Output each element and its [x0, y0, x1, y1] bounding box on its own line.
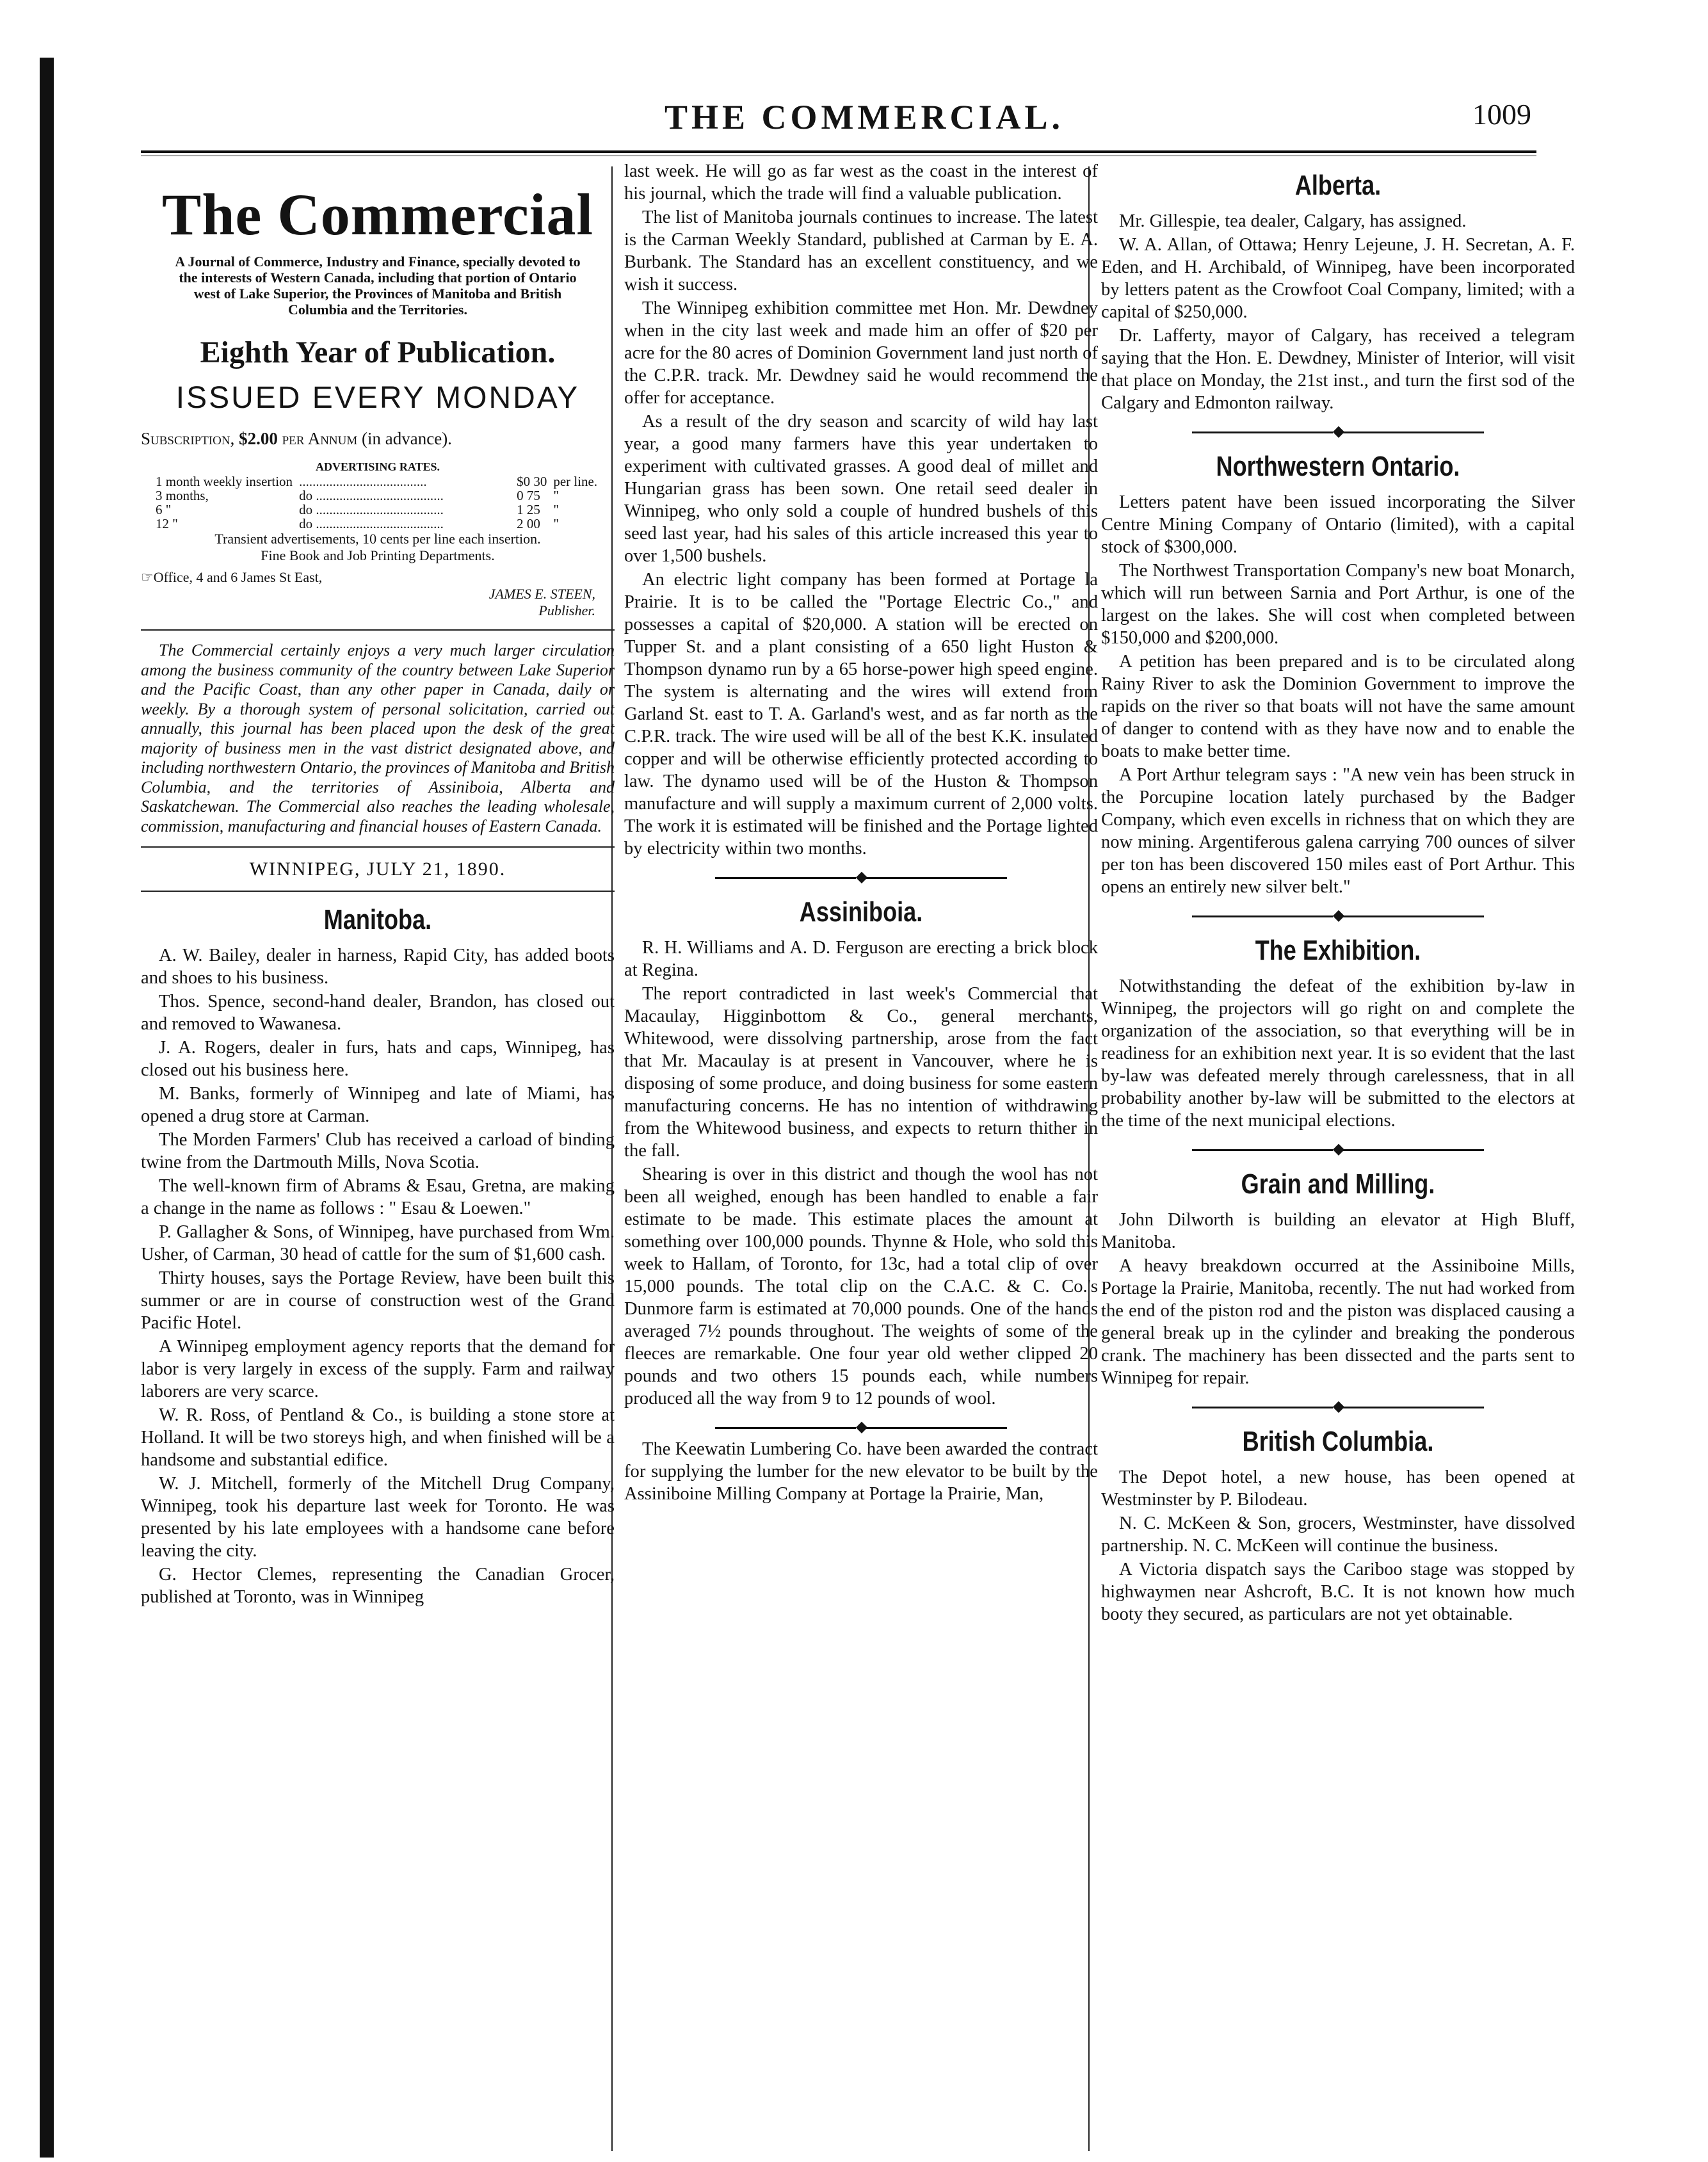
article-paragraph: P. Gallagher & Sons, of Winnipeg, have purchased from Wm. Usher, of Carman, 30 head of cattle for the sum of $1,600 cash. — [141, 1222, 615, 1264]
article-paragraph: As a result of the dry season and scarcity of wild hay last year, a good many farmers have this year undertaken to experiment with cultivated grasses. A good deal of millet and Hungarian grass has been sown. One retail seed dealer in Winnipeg, who only sold a couple of hundred bushels of this seed last year, had his sales of this article increased this year to over 1,500 bushels. — [624, 412, 1098, 566]
article-paragraph: A petition has been prepared and is to be circulated along Rainy River to ask the Dominion Government to improve the rapids on the river so that boats will not have the same amount of danger to contend with as they have now and to enable the boats to make better time. — [1101, 652, 1575, 761]
pointing-hand-icon: ☞ — [141, 569, 154, 585]
article-paragraph: A Victoria dispatch says the Cariboo stage was stopped by highwaymen near Ashcroft, B.C. It is not known how much booty they secured, as particulars are not yet obtainable. — [1101, 1560, 1575, 1624]
article-paragraph: W. A. Allan, of Ottawa; Henry Lejeune, J. H. Secretan, A. F. Eden, and H. Archibald, of Winnipeg, have been incorporated by letters patent as the Crowfoot Coal Company, limited; with a capital of $250,000. — [1101, 235, 1575, 322]
office-address: ☞Office, 4 and 6 James St East, — [141, 569, 323, 585]
article-paragraph: A heavy breakdown occurred at the Assiniboine Mills, Portage la Prairie, Manitoba, recently. The nut had worked from the end of the piston rod and the piston was displaced causing a general break up in the cylinder and breaking the ponderous crank. The machinery has been dissected and the parts sent to Winnipeg for repair. — [1101, 1256, 1575, 1388]
dateline: WINNIPEG, JULY 21, 1890. — [141, 846, 615, 892]
article-paragraph: The Depot hotel, a new house, has been opened at Westminster by P. Bilodeau. — [1101, 1467, 1575, 1510]
eighth-year: Eighth Year of Publication. — [200, 335, 556, 369]
article-paragraph: R. H. Williams and A. D. Ferguson are erecting a brick block at Regina. — [624, 938, 1098, 980]
article-paragraph: G. Hector Clemes, representing the Canadian Grocer, published at Toronto, was in Winnipeg — [141, 1565, 615, 1607]
section-ornament: ◆ — [624, 1417, 1098, 1437]
section-heading-alberta: Alberta. — [1294, 170, 1382, 201]
section-heading-grain-and-milling: Grain and Milling. — [1241, 1168, 1435, 1200]
article-paragraph: Shearing is over in this district and though the wool has not been all weighed, enough has been handled to enable a fair estimate to be made. This estimate places the amount at something over 100,000 pounds. Thynne & Hole, who sold this week to Hallam, of Toronto, for 13c, had a total clip of over 15,000 pounds. The total clip on the C.A.C. & C. Co.'s Dunmore farm is estimated at 70,000 pounds. One of the hands averaged 7½ pounds throughout. The weights of some of the fleeces are remarkable. One four year old wether clipped 20 pounds and two others 15 pounds each, while numbers produced all the way from 9 to 12 pounds of wool. — [624, 1165, 1098, 1408]
advertising-rates-heading: ADVERTISING RATES. — [315, 460, 440, 473]
page-number: 1009 — [1472, 98, 1531, 131]
article-paragraph: The Keewatin Lumbering Co. have been awarded the contract for supplying the lumber for the new elevator to be built by the Assiniboine Milling Company at Portage la Prairie, Man, — [624, 1439, 1098, 1504]
column-3 — [1101, 160, 1575, 2151]
article-paragraph: Mr. Gillespie, tea dealer, Calgary, has assigned. — [1119, 211, 1467, 231]
article-paragraph: The list of Manitoba journals continues to increase. The latest is the Carman Weekly Standard, published at Carman by E. A. Burbank. The Standard has an excellent constituency, and we wish it success. — [624, 207, 1098, 294]
article-paragraph: Thos. Spence, second-hand dealer, Brandon, has closed out and removed to Wawanesa. — [141, 992, 615, 1034]
article-paragraph: A Port Arthur telegram says : "A new vein has been struck in the Porcupine location lately purchased by the Badger Company, which even excells in richness that on which they are now mining. Argentiferous galena carrying 700 ounces of silver per ton has been discovered 150 miles east of Port Arthur. This opens an entirely new silver belt." — [1101, 765, 1575, 897]
rate-row: 6 " do ...................................... 1 25 " — [156, 502, 559, 517]
section-ornament: ◆ — [1101, 906, 1575, 925]
subscription-advance: (in advance). — [362, 429, 452, 448]
publisher-title: Publisher. — [538, 602, 595, 618]
section-ornament: ◆ — [624, 867, 1098, 887]
article-paragraph: W. J. Mitchell, formerly of the Mitchell Drug Company, Winnipeg, took his departure last week for Toronto. He was presented by his late employees with a handsome cane before leaving the city. — [141, 1474, 615, 1561]
issued-every-monday: ISSUED EVERY MONDAY — [175, 381, 580, 415]
masthead-title: The Commercial — [161, 182, 594, 247]
article-paragraph: John Dilworth is building an elevator at High Bluff, Manitoba. — [1101, 1210, 1575, 1252]
header-rule — [141, 150, 1536, 153]
article-paragraph: M. Banks, formerly of Winnipeg and late of Miami, has opened a drug store at Carman. — [141, 1084, 615, 1126]
subscription-label: Subscription, — [141, 429, 235, 448]
section-heading-manitoba: Manitoba. — [323, 904, 432, 935]
rate-row: 1 month weekly insertion ...................................... $0 30 per line. — [156, 474, 598, 489]
column-2 — [624, 160, 1098, 2151]
article-paragraph: The report contradicted in last week's Commercial that Macaulay, Higginbottom & Co., general merchants, Whitewood, were dissolving partnership, arose from the fact that Mr. Macaulay is at present in Vancouver, where he is disposing of some produce, and doing business for some eastern manufacturing concerns. He has no intention of withdrawing from the Whitewood business, and expects to return thither in the fall. — [624, 984, 1098, 1161]
rate-row: 12 " do ...................................... 2 00 " — [156, 516, 559, 531]
publisher-name: JAMES E. STEEN, — [488, 586, 595, 602]
article-paragraph: Notwithstanding the defeat of the exhibition by-law in Winnipeg, the projectors will go right on and complete the organization of the association, so that everything will be in readiness for an exhibition next year. It is so evident that the last by-law was defeated merely through carelessness, that in all probability another by-law will be submitted to the electors at the time of the next municipal elections. — [1101, 976, 1575, 1131]
article-paragraph: J. A. Rogers, dealer in furs, hats and caps, Winnipeg, has closed out his business here. — [141, 1038, 615, 1080]
article-paragraph: Dr. Lafferty, mayor of Calgary, has received a telegram saying that the Hon. E. Dewdney, Minister of Interior, will visit that place on Monday, the 21st inst., and turn the first sod of the Calgary and Edmonton railway. — [1101, 326, 1575, 413]
subscription-line — [141, 428, 615, 450]
circulation-notice: The Commercial certainly enjoys a very much larger circulation among the business community of the country between Lake Superior and the Pacific Coast, than any other paper in Canada, daily or weekly. By a thorough system of personal solicitation, carried out annually, this journal has been placed upon the desk of the great majority of business men in the vast district designated above, and including northwestern Ontario, the provinces of Manitoba and British Columbia, and the territories of Assiniboia, Alberta and Saskatchewan. The Commercial also reaches the leading wholesale, commission, manufacturing and financial houses of Eastern Canada. — [141, 641, 615, 835]
article-paragraph: last week. He will go as far west as the coast in the interest of his journal, which the trade will find a valuable publication. — [624, 161, 1098, 204]
masthead-description: A Journal of Commerce, Industry and Finance, specially devoted to the interests of Western Canada, including that portion of Ontario west of Lake Superior, the Provinces of Manitoba and British Columbia and the Territories. — [175, 254, 581, 318]
divider — [141, 629, 615, 631]
article-paragraph: Letters patent have been issued incorporating the Silver Centre Mining Company of Ontario (limited), with a capital stock of $300,000. — [1101, 492, 1575, 557]
rate-row: 3 months, do ...................................... 0 75 " — [156, 488, 559, 503]
section-heading-british-columbia: British Columbia. — [1242, 1426, 1434, 1457]
article-paragraph: The Morden Farmers' Club has received a carload of binding twine from the Dartmouth Mills, Nova Scotia. — [141, 1130, 615, 1172]
subscription-per: per Annum — [282, 429, 358, 448]
article-paragraph: The Winnipeg exhibition committee met Hon. Mr. Dewdney when in the city last week and made him an offer of $20 per acre for the 80 acres of Dominion Government land just north of the C.P.R. track. Mr. Dewdney said he would recommend the offer for acceptance. — [624, 298, 1098, 408]
column-1 — [141, 160, 615, 2151]
running-head: THE COMMERCIAL. — [664, 98, 1064, 136]
section-heading-assiniboia: Assiniboia. — [799, 896, 923, 928]
advertising-rates-table — [152, 474, 600, 531]
section-ornament: ◆ — [1101, 1140, 1575, 1159]
section-heading-exhibition: The Exhibition. — [1255, 935, 1421, 966]
article-paragraph: The well-known firm of Abrams & Esau, Gretna, are making a change in the name as follows : " Esau & Loewen." — [141, 1176, 615, 1218]
article-paragraph: A. W. Bailey, dealer in harness, Rapid City, has added boots and shoes to his business. — [141, 946, 615, 988]
transient-rates: Transient advertisements, 10 cents per line each insertion. — [214, 531, 541, 547]
article-paragraph: W. R. Ross, of Pentland & Co., is building a stone store at Holland. It will be two storeys high, and when finished will be a handsome and substantial edifice. — [141, 1405, 615, 1470]
subscription-price: $2.00 — [239, 429, 278, 448]
article-paragraph: A Winnipeg employment agency reports that the demand for labor is very largely in excess of the supply. Farm and railway laborers are very scarce. — [141, 1337, 615, 1401]
article-paragraph: Thirty houses, says the Portage Review, have been built this summer or are in course of construction west of the Grand Pacific Hotel. — [141, 1268, 615, 1333]
article-paragraph: The Northwest Transportation Company's new boat Monarch, which will run between Sarnia and Port Arthur, is one of the largest on the lakes. She will cost when completed between $150,000 and $200,000. — [1101, 561, 1575, 648]
article-paragraph: N. C. McKeen & Son, grocers, Westminster, have dissolved partnership. N. C. McKeen will continue the business. — [1101, 1513, 1575, 1556]
binding-edge — [40, 58, 54, 2158]
section-ornament: ◆ — [1101, 1397, 1575, 1416]
printing-departments: Fine Book and Job Printing Departments. — [261, 547, 495, 563]
section-heading-northwestern-ontario: Northwestern Ontario. — [1216, 451, 1460, 482]
section-ornament: ◆ — [1101, 422, 1575, 441]
article-paragraph: An electric light company has been formed at Portage la Prairie. It is to be called the "Portage Electric Co.," and possesses a capital of $20,000. A station will be erected on Tupper St. and a plant consisting of a 650 light Huston & Thompson dynamo run by a 65 horse-power high speed engine. The system is alternating and the wires will extend from Garland St. east to T. A. Garland's west, and as far north as the C.P.R. track. The wire used will be all of the best K.K. insulated copper and will be otherwise efficiently protected according to law. The dynamo used will be of the Huston & Thompson manufacture and will supply a maximum current of 2,000 volts. The work it is estimated will be finished and the Portage lighted by electricity within two months. — [624, 570, 1098, 859]
